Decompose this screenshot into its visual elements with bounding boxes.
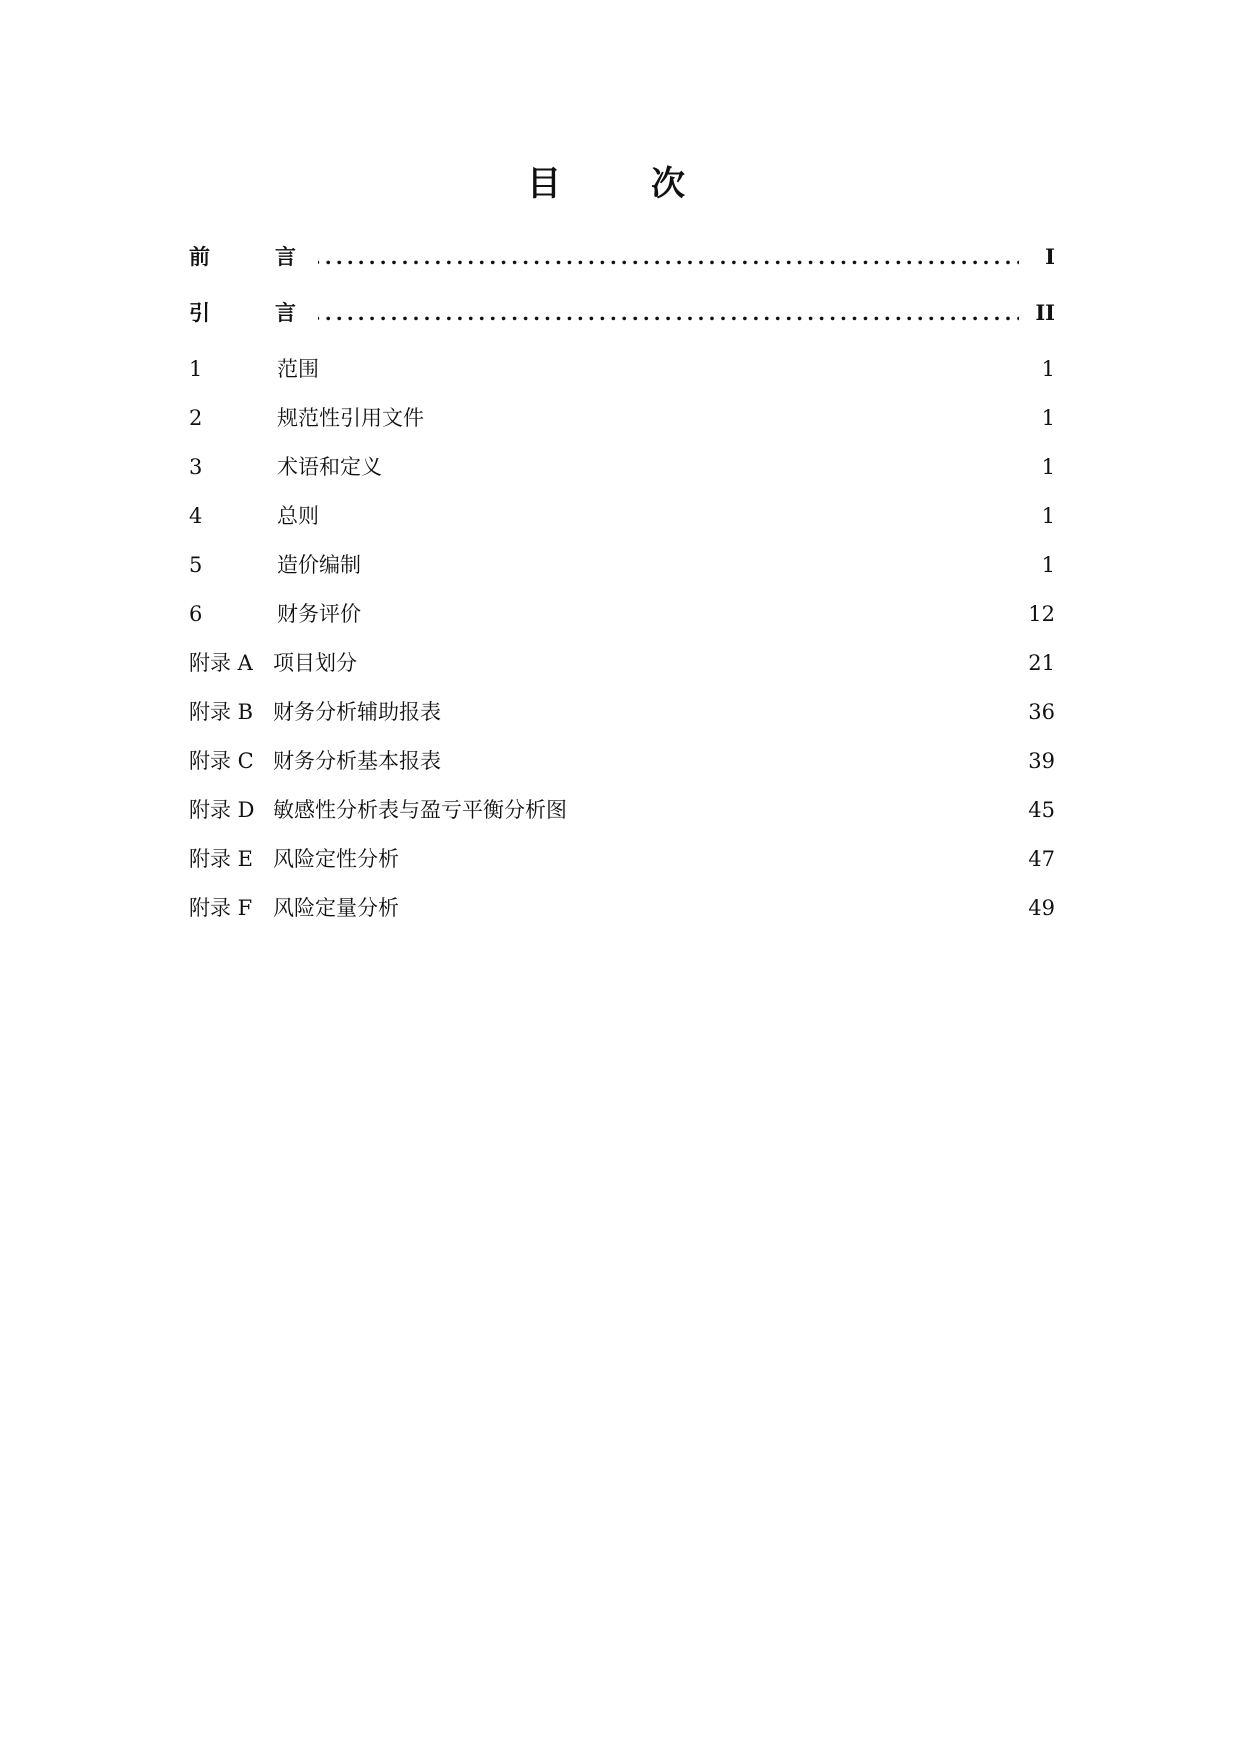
- toc-entry-number: 附录 A: [189, 651, 253, 675]
- toc-entry-appendix-e[interactable]: [189, 838, 1055, 887]
- toc-entry-chapter-6[interactable]: [189, 593, 1055, 642]
- toc-entry-page: 1: [1036, 446, 1055, 488]
- toc-entry-appendix-b[interactable]: [189, 691, 1055, 740]
- toc-entry-label: 财务分析基本报表: [273, 749, 441, 773]
- toc-entry-page: 1: [1036, 348, 1055, 390]
- dot-leader: [259, 292, 1019, 334]
- toc-entry-page: 49: [1022, 887, 1055, 929]
- toc-entry-chapter-1[interactable]: [189, 348, 1055, 397]
- toc-entry-label: 敏感性分析表与盈亏平衡分析图: [273, 798, 567, 822]
- toc-entry-page: 1: [1036, 544, 1055, 586]
- toc-entry-appendix-c[interactable]: [189, 740, 1055, 789]
- dot-leader: [259, 236, 1019, 278]
- toc-entry-page: I: [1039, 236, 1055, 278]
- toc-entry-label: 引 言: [189, 292, 318, 334]
- toc-entry-page: 1: [1036, 495, 1055, 537]
- toc-entry-page: 36: [1022, 691, 1055, 733]
- toc-entry-page: 45: [1022, 789, 1055, 831]
- toc-entry-number: 2: [189, 406, 203, 430]
- toc-entry-label: 风险定量分析: [273, 896, 399, 920]
- toc-entry-number: 3: [189, 455, 203, 479]
- toc-entry-label: 范围: [277, 357, 319, 381]
- toc-entry-page: II: [1029, 292, 1055, 334]
- toc-entry-number: 6: [189, 602, 203, 626]
- toc-entry-page: 12: [1022, 593, 1055, 635]
- toc-entry-label: 术语和定义: [277, 455, 382, 479]
- toc-entry-introduction[interactable]: [189, 292, 1055, 348]
- toc-entry-number: 5: [189, 553, 203, 577]
- toc-entry-page: 47: [1022, 838, 1055, 880]
- toc-entry-label: 风险定性分析: [273, 847, 399, 871]
- toc-entry-label: 规范性引用文件: [277, 406, 424, 430]
- toc-entry-number: 4: [189, 504, 203, 528]
- toc-entry-number: 1: [189, 357, 203, 381]
- toc-entry-number: 附录 E: [189, 847, 254, 871]
- toc-title: 目 次: [527, 164, 713, 204]
- toc-entry-label: 财务分析辅助报表: [273, 700, 441, 724]
- toc-entry-chapter-3[interactable]: [189, 446, 1055, 495]
- toc-entry-appendix-f[interactable]: [189, 887, 1055, 936]
- toc-entry-foreword[interactable]: [189, 236, 1055, 292]
- table-of-contents: [189, 236, 1055, 936]
- toc-entry-appendix-d[interactable]: [189, 789, 1055, 838]
- toc-entry-label: 项目划分: [273, 651, 357, 675]
- toc-entry-appendix-a[interactable]: [189, 642, 1055, 691]
- toc-entry-label: 总则: [277, 504, 319, 528]
- toc-entry-chapter-5[interactable]: [189, 544, 1055, 593]
- toc-entry-number: 附录 D: [189, 798, 255, 822]
- toc-entry-chapter-4[interactable]: [189, 495, 1055, 544]
- toc-entry-chapter-2[interactable]: [189, 397, 1055, 446]
- toc-entry-label: 造价编制: [277, 553, 361, 577]
- toc-entry-number: 附录 F: [189, 896, 253, 920]
- toc-entry-label: 前 言: [189, 236, 318, 278]
- toc-entry-label: 财务评价: [277, 602, 361, 626]
- toc-entry-page: 1: [1036, 397, 1055, 439]
- toc-entry-number: 附录 C: [189, 749, 254, 773]
- toc-entry-number: 附录 B: [189, 700, 254, 724]
- toc-entry-page: 21: [1022, 642, 1055, 684]
- toc-entry-page: 39: [1022, 740, 1055, 782]
